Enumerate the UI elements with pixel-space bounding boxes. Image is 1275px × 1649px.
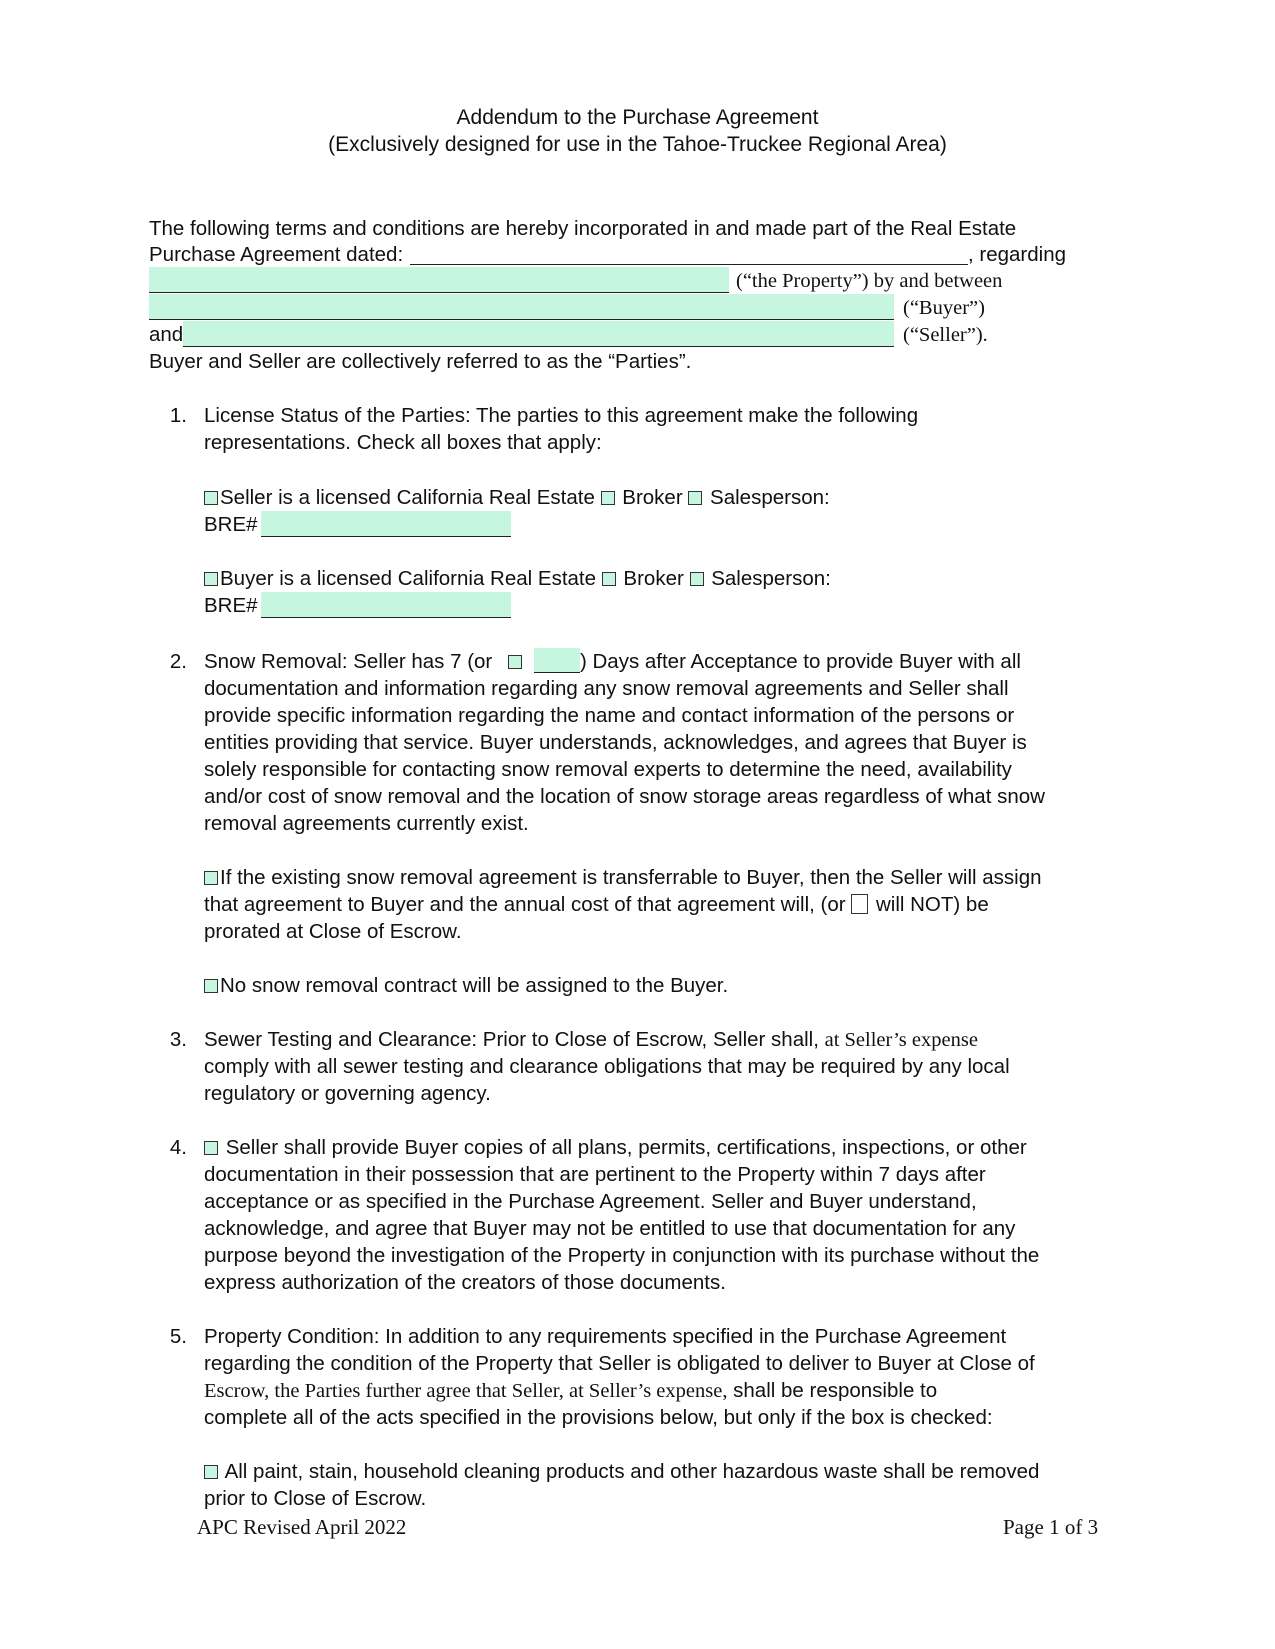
hazardous-waste-option-line-2: prior to Close of Escrow. bbox=[204, 1487, 427, 1510]
footer-revision: APC Revised April 2022 bbox=[197, 1515, 407, 1539]
no-snow-contract-option: No snow removal contract will be assigned to the Buyer. bbox=[204, 972, 728, 999]
section-5-line-1: Property Condition: In addition to any requirements specified in the Purchase Agreement bbox=[204, 1325, 1007, 1348]
hazardous-waste-option-line-1: All paint, stain, household cleaning products and other hazardous waste shall be removed bbox=[204, 1458, 1039, 1485]
section-2-line-5: solely responsible for contacting snow removal experts to determine the need, availability bbox=[204, 758, 1012, 781]
snow-transfer-checkbox[interactable] bbox=[204, 871, 218, 885]
snow-days-field[interactable] bbox=[534, 648, 580, 673]
seller-bre-underline bbox=[261, 536, 511, 537]
section-3-number: 3. bbox=[169, 1028, 187, 1051]
section-3-line-2: comply with all sewer testing and clearance obligations that may be required by any local bbox=[204, 1055, 1010, 1078]
buyer-bre-field[interactable] bbox=[261, 592, 511, 618]
buyer-bre-label: BRE# bbox=[204, 594, 258, 617]
intro-line-2-label: Purchase Agreement dated: bbox=[149, 243, 404, 266]
buyer-name-underline bbox=[149, 319, 894, 320]
plans-permits-checkbox[interactable] bbox=[204, 1141, 218, 1155]
section-2-line-7: removal agreements currently exist. bbox=[204, 812, 529, 835]
section-2-line-4: entities providing that service. Buyer understands, acknowledges, and agrees that Buyer is bbox=[204, 731, 1027, 754]
seller-name-underline bbox=[183, 346, 894, 347]
section-2-line-6: and/or cost of snow removal and the location of snow storage areas regardless of what snow bbox=[204, 785, 1045, 808]
section-1-line-2: representations. Check all boxes that apply: bbox=[204, 431, 602, 454]
document-subtitle: (Exclusively designed for use in the Tahoe-Truckee Regional Area) bbox=[328, 133, 947, 156]
seller-name-field[interactable] bbox=[183, 321, 894, 347]
buyer-salesperson-checkbox[interactable] bbox=[690, 572, 704, 586]
agreement-date-field[interactable] bbox=[410, 264, 968, 265]
will-not-prorate-checkbox[interactable] bbox=[851, 894, 868, 914]
footer-page-number: Page 1 of 3 bbox=[1003, 1515, 1099, 1539]
section-5-number: 5. bbox=[169, 1325, 187, 1348]
section-5-line-4: complete all of the acts specified in the provisions below, but only if the box is checked: bbox=[204, 1406, 993, 1429]
seller-bre-field[interactable] bbox=[261, 511, 511, 537]
intro-line-4-suffix: (“Buyer”) bbox=[903, 297, 985, 319]
buyer-license-row: Buyer is a licensed California Real Estate Broker Salesperson: bbox=[204, 565, 831, 592]
section-4-line-4: acknowledge, and agree that Buyer may not be entitled to use that documentation for any bbox=[204, 1217, 1016, 1240]
section-4-line-6: express authorization of the creators of those documents. bbox=[204, 1271, 726, 1294]
property-field-underline bbox=[149, 292, 729, 293]
section-1-line-1: License Status of the Parties: The parties to this agreement make the following bbox=[204, 404, 919, 427]
section-4-line-1: Seller shall provide Buyer copies of all plans, permits, certifications, inspections, or other bbox=[204, 1134, 1027, 1161]
buyer-licensed-checkbox[interactable] bbox=[204, 572, 218, 586]
section-2-line-1: Snow Removal: Seller has 7 (or ) Days after Acceptance to provide Buyer with all bbox=[204, 650, 1021, 673]
intro-line-6: Buyer and Seller are collectively referred to as the “Parties”. bbox=[149, 350, 692, 373]
section-4-line-3: acceptance or as specified in the Purchase Agreement. Seller and Buyer understand, bbox=[204, 1190, 977, 1213]
property-field[interactable] bbox=[149, 267, 729, 293]
buyer-name-field[interactable] bbox=[149, 294, 894, 320]
snow-transfer-option-line-2: that agreement to Buyer and the annual cost of that agreement will, (or will NOT) be bbox=[204, 893, 989, 916]
seller-broker-checkbox[interactable] bbox=[601, 491, 615, 505]
intro-line-1: The following terms and conditions are hereby incorporated in and made part of the Real Estate bbox=[149, 217, 1017, 240]
section-1-number: 1. bbox=[169, 404, 187, 427]
document-title: Addendum to the Purchase Agreement bbox=[456, 106, 819, 129]
section-4-line-2: documentation in their possession that are pertinent to the Property within 7 days after bbox=[204, 1163, 986, 1186]
buyer-broker-checkbox[interactable] bbox=[602, 572, 616, 586]
snow-transfer-option-line-1: If the existing snow removal agreement is transferrable to Buyer, then the Seller will assign bbox=[204, 864, 1042, 891]
intro-line-2-suffix: , regarding bbox=[968, 243, 1067, 266]
section-5-line-2: regarding the condition of the Property that Seller is obligated to deliver to Buyer at Close of bbox=[204, 1352, 1035, 1375]
section-4-line-5: purpose beyond the investigation of the Property in conjunction with its purchase without the bbox=[204, 1244, 1040, 1267]
no-snow-contract-checkbox[interactable] bbox=[204, 979, 218, 993]
intro-line-3-suffix: (“the Property”) by and between bbox=[736, 270, 1003, 292]
seller-salesperson-checkbox[interactable] bbox=[688, 491, 702, 505]
section-2-number: 2. bbox=[169, 650, 187, 673]
intro-line-5-label: and bbox=[149, 323, 184, 346]
intro-line-5-suffix: (“Seller”). bbox=[903, 324, 988, 346]
buyer-bre-underline bbox=[261, 617, 511, 618]
section-3-line-3: regulatory or governing agency. bbox=[204, 1082, 491, 1105]
section-4-number: 4. bbox=[169, 1136, 187, 1159]
seller-bre-label: BRE# bbox=[204, 513, 258, 536]
section-3-line-1: Sewer Testing and Clearance: Prior to Close of Escrow, Seller shall, at Seller’s expense bbox=[204, 1028, 978, 1051]
section-2-line-3: provide specific information regarding the name and contact information of the persons or bbox=[204, 704, 1015, 727]
section-2-line-2: documentation and information regarding any snow removal agreements and Seller shall bbox=[204, 677, 1009, 700]
seller-licensed-checkbox[interactable] bbox=[204, 491, 218, 505]
snow-transfer-option-line-3: prorated at Close of Escrow. bbox=[204, 920, 462, 943]
section-5-line-3: Escrow, the Parties further agree that Seller, at Seller’s expense, shall be responsible to bbox=[204, 1379, 938, 1402]
hazardous-waste-checkbox[interactable] bbox=[204, 1465, 218, 1479]
seller-license-row: Seller is a licensed California Real Estate Broker Salesperson: bbox=[204, 484, 830, 511]
snow-days-checkbox[interactable] bbox=[508, 655, 522, 669]
